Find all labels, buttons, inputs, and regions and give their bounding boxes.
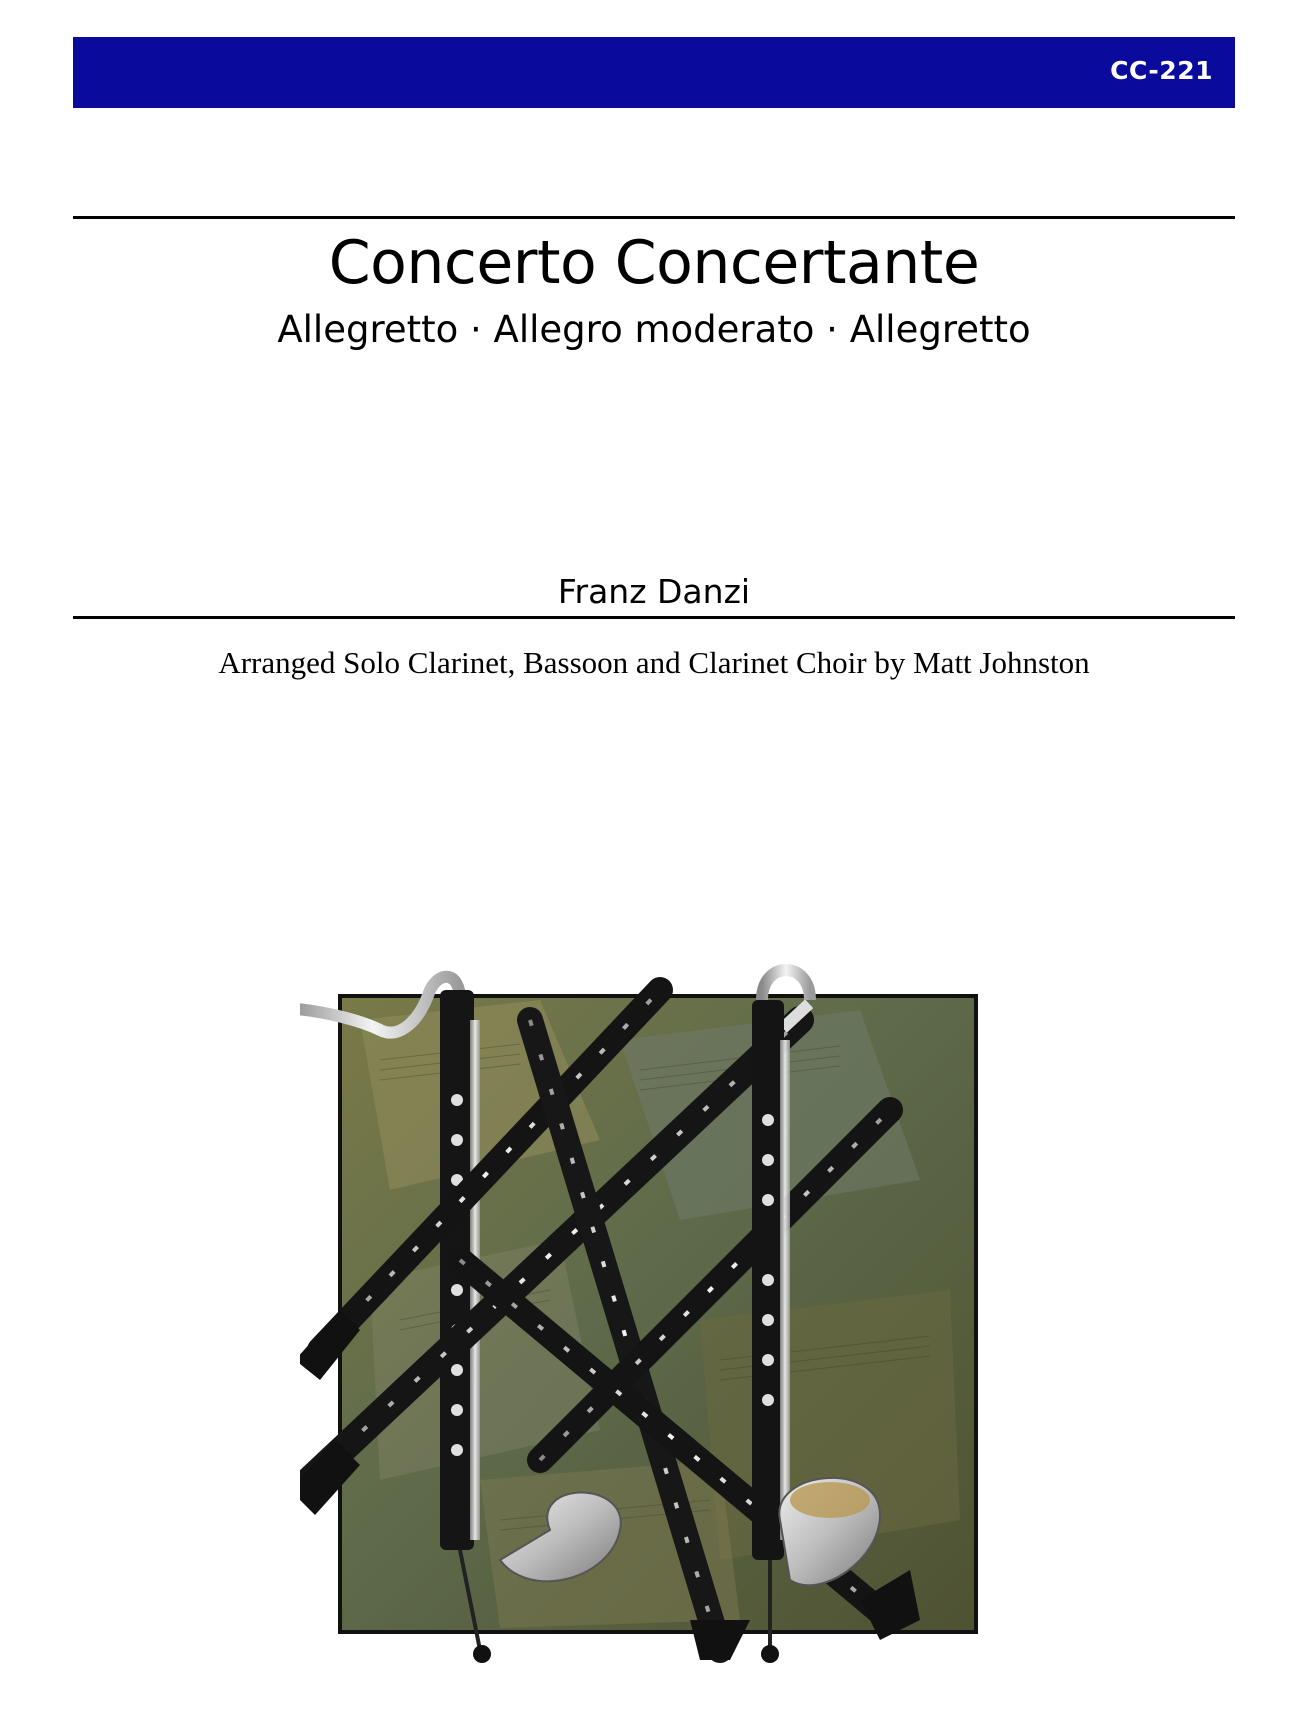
clarinets-illustration xyxy=(300,960,990,1680)
catalog-code: CC-221 xyxy=(1110,56,1213,85)
arranger-line: Arranged Solo Clarinet, Bassoon and Clarinet Choir by Matt Johnston xyxy=(218,645,1090,680)
composer-name: Franz Danzi xyxy=(557,572,751,611)
header-bar xyxy=(73,37,1235,108)
movements-subtitle: Allegretto · Allegro moderato · Allegretto xyxy=(277,308,1031,351)
composer-divider xyxy=(73,616,1235,619)
sheet-music-background xyxy=(340,996,976,1632)
page-title: Concerto Concertante xyxy=(328,228,980,298)
top-divider xyxy=(73,216,1235,219)
